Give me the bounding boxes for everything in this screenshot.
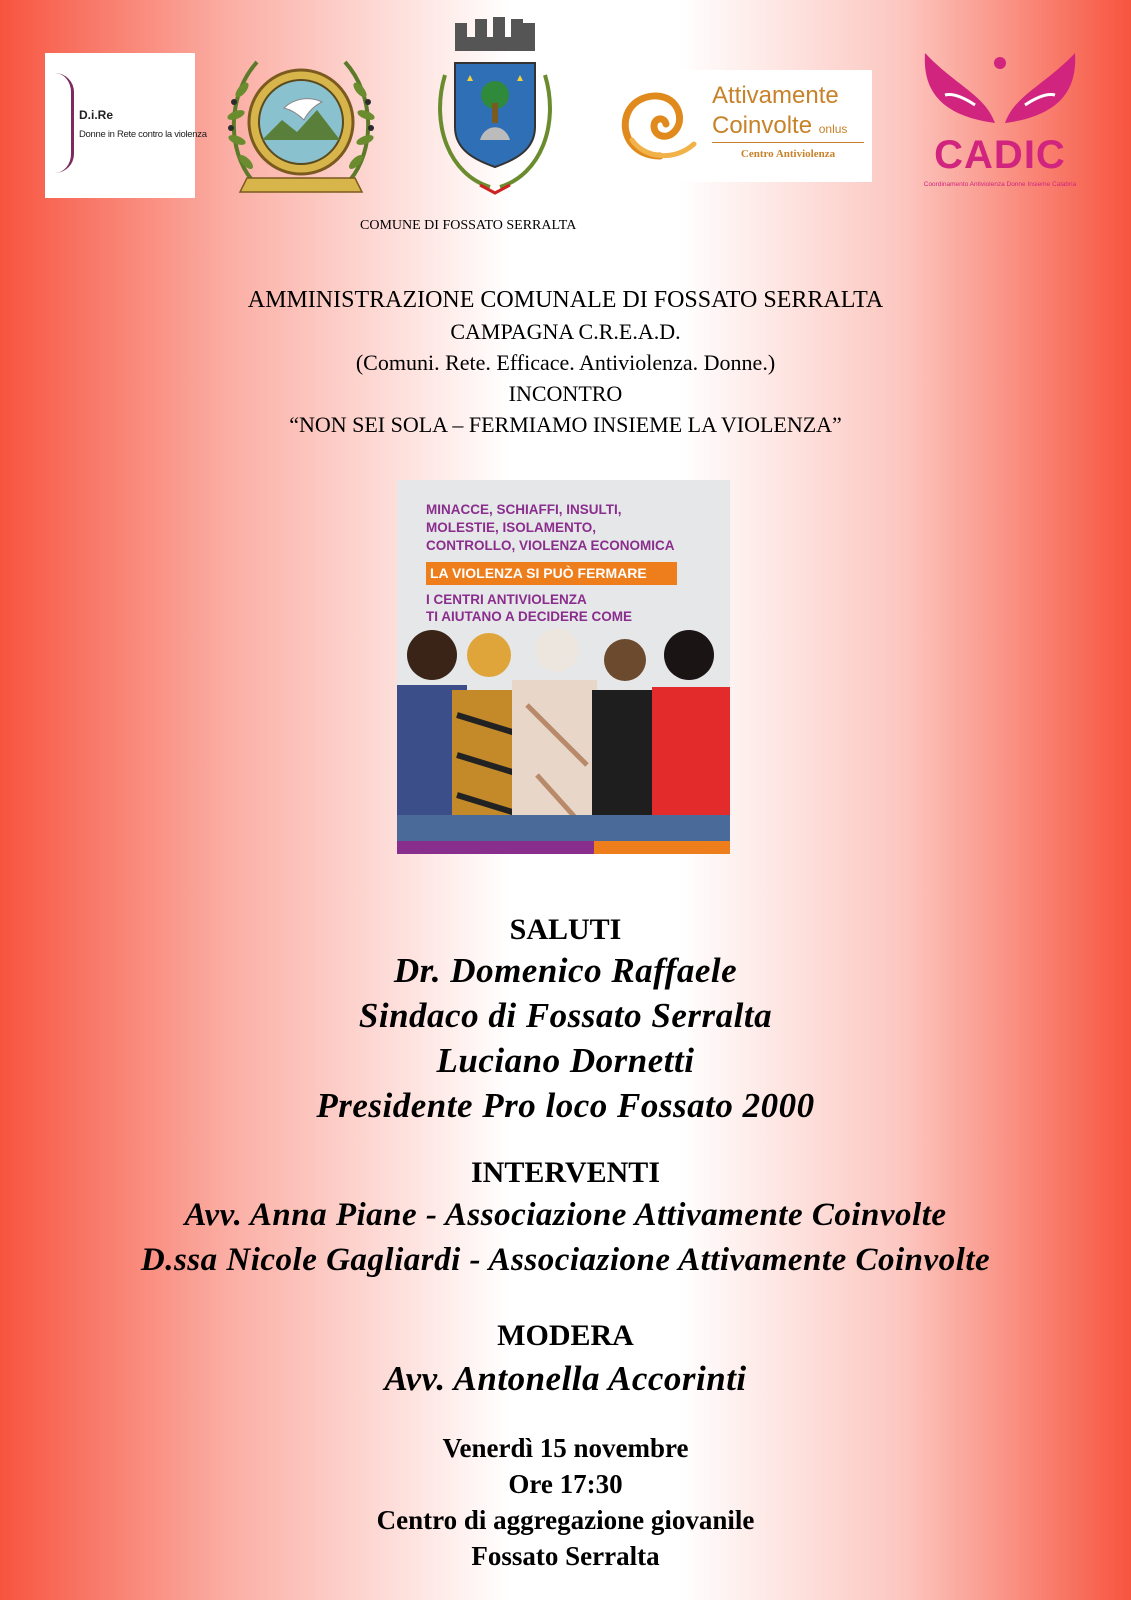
saluti-role-2: Presidente Pro loco Fossato 2000: [316, 1086, 815, 1125]
pro-loco-dove-icon: [222, 50, 380, 202]
cadic-subtitle: Coordinamento Antiviolenza Donne Insieme Calabria: [923, 181, 1077, 188]
dire-logo: [45, 53, 207, 198]
attivamente-title-line2: Coinvolte onlus: [712, 112, 848, 139]
poster-line-5: TI AIUTANO A DECIDERE COME: [426, 609, 633, 624]
saluti-speaker-1: Dr. Domenico Raffaele: [393, 951, 738, 990]
saluti-speaker-2: Luciano Dornetti: [436, 1041, 695, 1080]
saluti-heading: SALUTI: [509, 913, 622, 946]
attivamente-divider: [712, 142, 864, 143]
interventi-speaker-1: Avv. Anna Piane - Associazione Attivamente Coinvolte: [184, 1197, 947, 1233]
attivamente-title-line1: Attivamente: [712, 82, 839, 109]
cadic-logo: [895, 45, 1105, 195]
header-meeting-title: “NON SEI SOLA – FERMIAMO INSIEME LA VIOLENZA”: [289, 412, 842, 437]
event-time: Ore 17:30: [508, 1469, 623, 1499]
comune-label: COMUNE DI FOSSATO SERRALTA: [360, 218, 577, 233]
saluti-role-1: Sindaco di Fossato Serralta: [358, 996, 773, 1035]
onlus-label: onlus: [818, 122, 848, 136]
poster-line-2: MOLESTIE, ISOLAMENTO,: [426, 520, 597, 535]
poster-line-3: CONTROLLO, VIOLENZA ECONOMICA: [426, 538, 675, 553]
modera-heading: MODERA: [497, 1319, 634, 1352]
event-town: Fossato Serralta: [471, 1541, 660, 1571]
poster-band: LA VIOLENZA SI PUÒ FERMARE: [426, 562, 677, 585]
poster-line-1: MINACCE, SCHIAFFI, INSULTI,: [426, 502, 622, 517]
interventi-speaker-2: D.ssa Nicole Gagliardi - Associazione Attivamente Coinvolte: [140, 1242, 991, 1278]
poster-line-4: I CENTRI ANTIVIOLENZA: [426, 592, 587, 607]
attivamente-coinvolte-logo: [604, 70, 872, 182]
butterfly-icon: [915, 45, 1085, 133]
header-campaign: CAMPAGNA C.R.E.A.D.: [450, 319, 681, 344]
header-administration: AMMINISTRAZIONE COMUNALE DI FOSSATO SERRALTA: [247, 287, 884, 313]
attivamente-subtitle: Centro Antiviolenza: [740, 148, 836, 160]
moderator: Avv. Antonella Accorinti: [384, 1359, 747, 1398]
cadic-name: CADIC: [934, 133, 1066, 177]
event-date: Venerdì 15 novembre: [442, 1433, 689, 1463]
campaign-poster-image: [397, 480, 730, 854]
header-campaign-acronym: (Comuni. Rete. Efficace. Antiviolenza. Donne.): [355, 350, 776, 375]
event-header: [0, 285, 1131, 440]
dire-title: D.i.Re: [79, 108, 114, 122]
event-venue: Centro di aggregazione giovanile: [376, 1505, 755, 1535]
interventi-heading: INTERVENTI: [471, 1156, 660, 1189]
dire-bracket-icon: [55, 73, 74, 173]
poster-color-bar: [397, 841, 730, 854]
spiral-icon: [614, 84, 706, 166]
header-meeting-label: INCONTRO: [508, 381, 623, 406]
dire-subtitle: Donne in Rete contro la violenza: [79, 129, 207, 140]
coat-of-arms-icon: [430, 15, 560, 200]
women-embracing-icon: [397, 625, 730, 841]
